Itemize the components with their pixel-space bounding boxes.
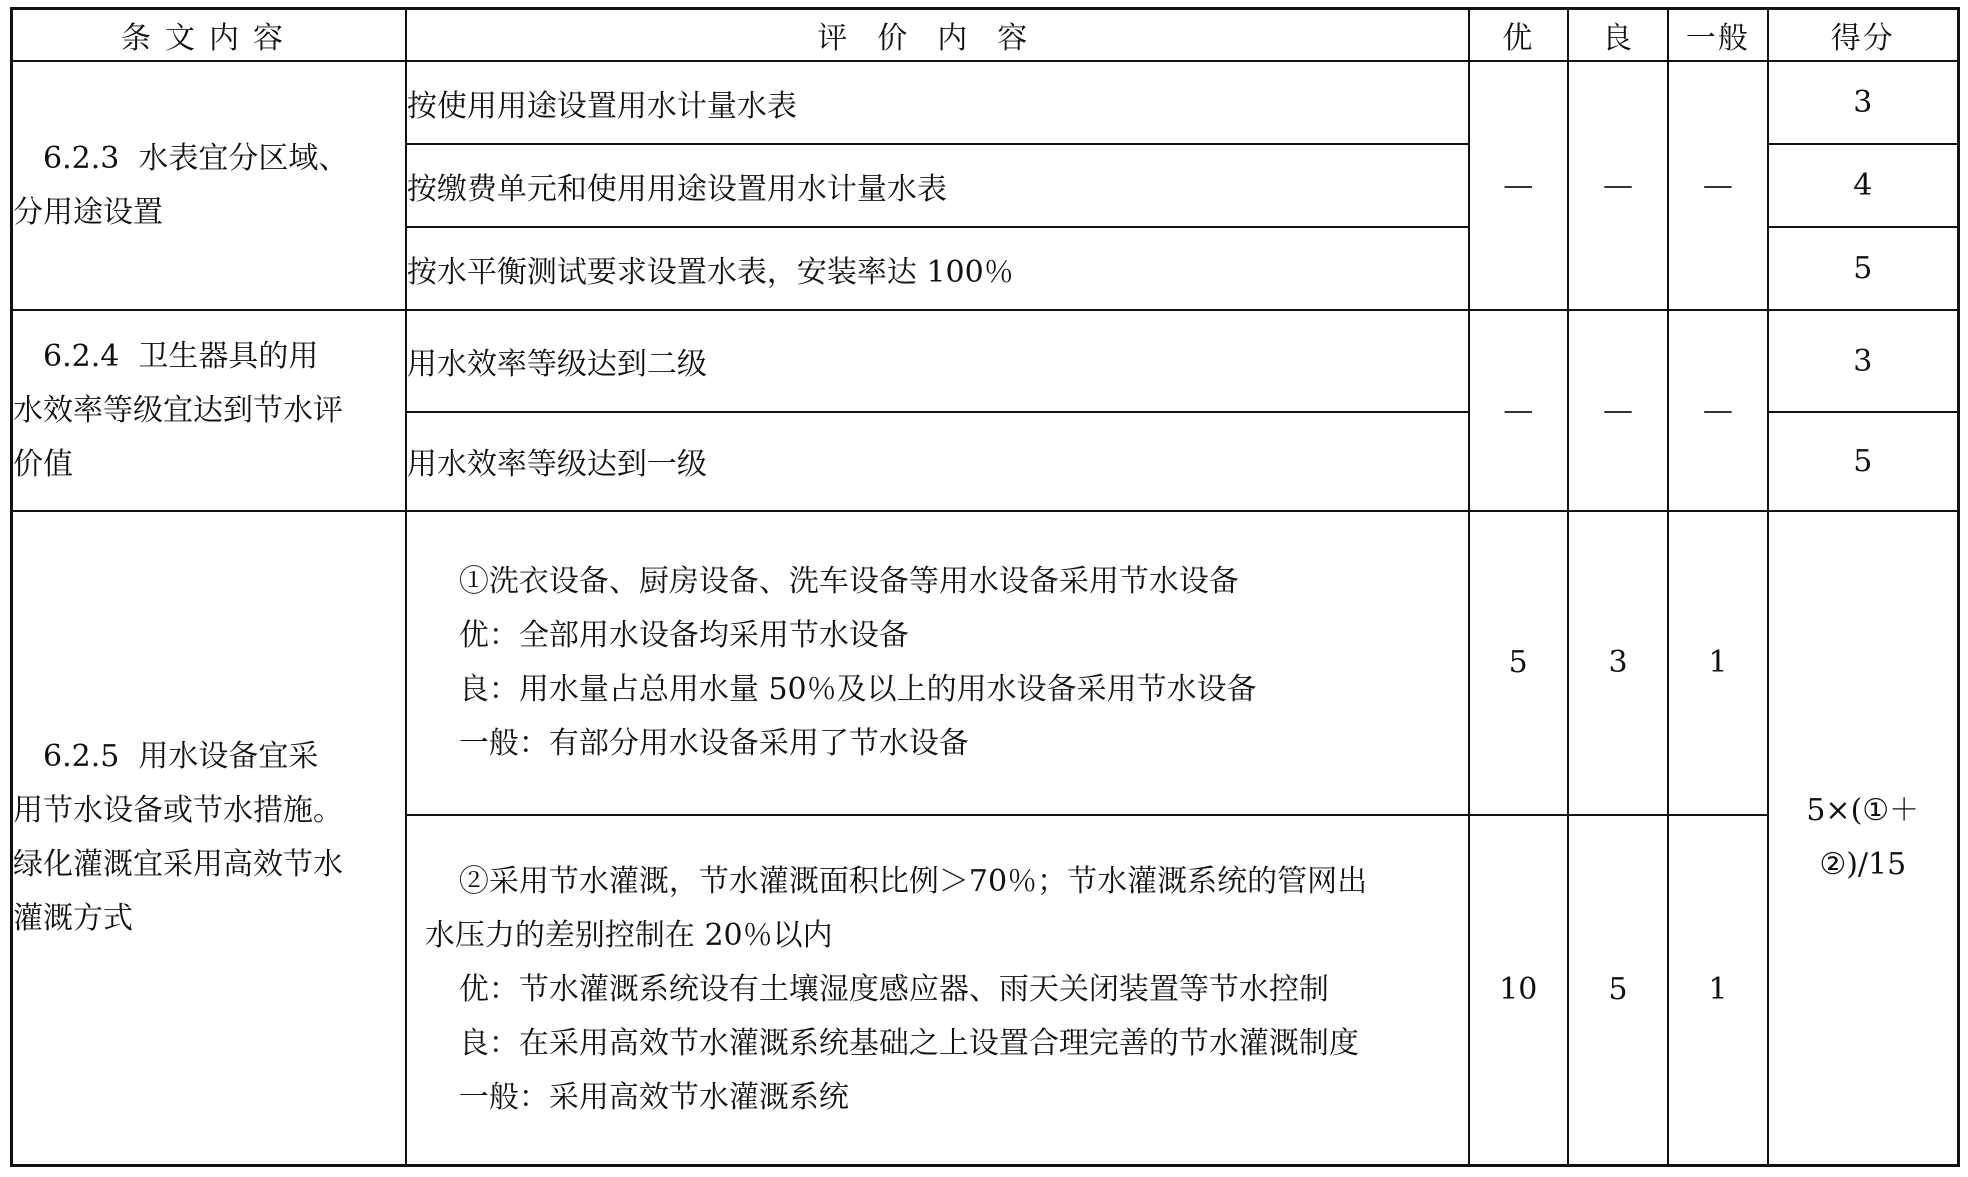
clause-text: 水效率等级宜达到节水评 [13,392,343,428]
criterion-title: 水压力的差别控制在 20％以内 [424,917,833,953]
clause-text: 用水设备宜采 [138,738,319,774]
general-cell: — [1668,310,1767,511]
header-good: 良 [1568,9,1668,62]
score-cell: 3 [1768,310,1959,411]
clause-text: 水表宜分区域、 [138,140,349,176]
score-cell: 3 [1768,61,1959,144]
general-cell: — [1668,61,1767,310]
clause-number: 6.2.4 [43,338,120,374]
table-row [12,511,1959,815]
clause-cell [12,511,406,1166]
criterion-excellent: 优：全部用水设备均采用节水设备 [458,617,909,653]
table-row [12,310,1959,411]
criterion-good: 良：在采用高效节水灌溉系统基础之上设置合理完善的节水灌溉制度 [458,1025,1359,1061]
criterion-title: ②采用节水灌溉，节水灌溉面积比例＞70％；节水灌溉系统的管网出 [458,863,1368,899]
score-cell: 4 [1768,144,1959,227]
score-formula: 5×(①＋ [1806,792,1920,828]
evaluation-table [10,7,1960,1167]
clause-number: 6.2.5 [43,738,120,774]
criterion-cell [406,815,1469,1166]
excellent-cell: — [1469,61,1568,310]
header-score: 得分 [1768,9,1959,62]
table-row [12,61,1959,144]
criterion-cell: 按使用用途设置用水计量水表 [406,61,1469,144]
criterion-title: ①洗衣设备、厨房设备、洗车设备等用水设备采用节水设备 [458,563,1239,599]
good-cell: — [1568,61,1668,310]
clause-cell [12,310,406,511]
clause-text: 分用途设置 [13,194,163,230]
excellent-cell: 5 [1469,511,1568,815]
criterion-cell: 用水效率等级达到一级 [406,412,1469,511]
excellent-cell: 10 [1469,815,1568,1166]
good-cell: — [1568,310,1668,511]
excellent-cell: — [1469,310,1568,511]
criterion-cell: 按水平衡测试要求设置水表，安装率达 100％ [406,227,1469,310]
score-formula: ②)/15 [1819,846,1907,882]
criterion-excellent: 优：节水灌溉系统设有土壤湿度感应器、雨天关闭装置等节水控制 [458,971,1329,1007]
score-cell: 5 [1768,412,1959,511]
clause-text: 用节水设备或节水措施。 [13,792,343,828]
score-formula-cell [1768,511,1959,1166]
general-cell: 1 [1668,511,1767,815]
header-excellent: 优 [1469,9,1568,62]
good-cell: 5 [1568,815,1668,1166]
general-cell: 1 [1668,815,1767,1166]
header-row [12,9,1959,62]
header-content: 评价内容 [406,9,1469,62]
clause-text: 价值 [13,446,73,482]
criterion-general: 一般：有部分用水设备采用了节水设备 [458,725,969,761]
good-cell: 3 [1568,511,1668,815]
score-cell: 5 [1768,227,1959,310]
criterion-general: 一般：采用高效节水灌溉系统 [458,1079,849,1115]
criterion-cell [406,511,1469,815]
header-clause: 条文内容 [12,9,406,62]
clause-text: 卫生器具的用 [138,338,319,374]
clause-text: 灌溉方式 [13,900,133,936]
criterion-cell: 用水效率等级达到二级 [406,310,1469,411]
clause-cell [12,61,406,310]
header-general: 一般 [1668,9,1767,62]
clause-number: 6.2.3 [43,140,120,176]
criterion-cell: 按缴费单元和使用用途设置用水计量水表 [406,144,1469,227]
criterion-good: 良：用水量占总用水量 50％及以上的用水设备采用节水设备 [458,671,1257,707]
clause-text: 绿化灌溉宜采用高效节水 [13,846,343,882]
